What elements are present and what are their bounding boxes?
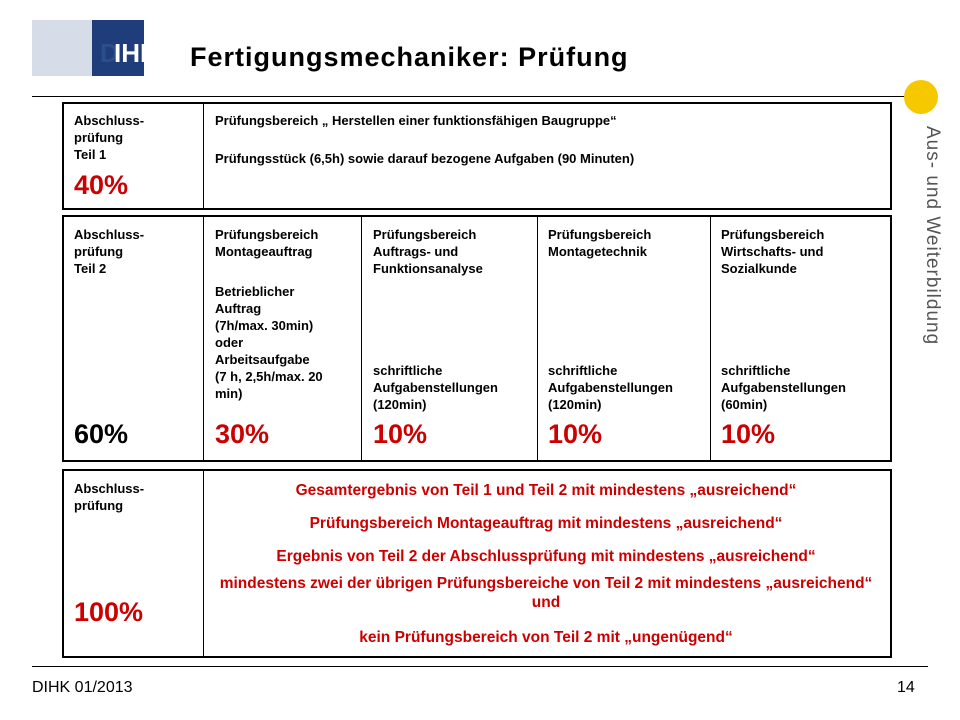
column-detail-line: oder <box>215 335 244 350</box>
condition-teil2: Ergebnis von Teil 2 der Abschlussprüfung mit mindestens „ausreichend“ <box>276 548 816 565</box>
teil2-label-line: prüfung <box>74 244 124 259</box>
column-detail-line: (60min) <box>721 397 768 412</box>
footer-source: DIHK 01/2013 <box>32 679 133 696</box>
column-detail-line: Arbeitsaufgabe <box>215 352 310 367</box>
column-heading-line: Prüfungsbereich <box>721 227 825 242</box>
teil2-box <box>62 215 892 462</box>
funktionsanalyse-percent: 10% <box>373 419 428 449</box>
montageauftrag-heading <box>215 226 318 260</box>
teil1-percent: 40% <box>74 170 129 200</box>
teil1-line2: Prüfungsstück (6,5h) sowie darauf bezogene Aufgaben (90 Minuten) <box>215 151 635 166</box>
brand-vertical-text: Aus- und Weiterbildung <box>922 126 943 346</box>
condition-ungenuegend: kein Prüfungsbereich von Teil 2 mit „ungenügend“ <box>359 629 733 646</box>
column-detail-line: (120min) <box>373 397 427 412</box>
column-heading-line: Prüfungsbereich <box>215 227 319 242</box>
gesamt-label-line: Abschluss- <box>74 481 145 496</box>
header-divider <box>32 96 928 97</box>
page-number: 14 <box>897 679 915 696</box>
teil2-label-line: Abschluss- <box>74 227 145 242</box>
teil2-divider <box>537 217 538 460</box>
montageauftrag-percent: 30% <box>215 419 270 449</box>
funktionsanalyse-details <box>373 362 498 413</box>
column-detail-line: (7 h, 2,5h/max. 20 <box>215 369 323 384</box>
column-heading-line: Funktionsanalyse <box>373 261 483 276</box>
teil2-divider <box>710 217 711 460</box>
teil2-label-line: Teil 2 <box>74 261 107 276</box>
condition-zwei-bereiche: mindestens zwei der übrigen Prüfungsbereiche von Teil 2 mit mindestens „ausreichend“ und <box>219 575 873 611</box>
teil1-label <box>74 112 144 163</box>
montagetechnik-heading <box>548 226 651 260</box>
teil1-label-line: Teil 1 <box>74 147 107 162</box>
gesamt-label-line: prüfung <box>74 498 124 513</box>
column-heading-line: Montageauftrag <box>215 244 313 259</box>
yellow-dot-icon <box>904 80 938 114</box>
gesamt-divider <box>203 471 204 656</box>
column-detail-line: schriftliche <box>373 363 443 378</box>
footer-divider <box>32 666 928 667</box>
column-heading-line: Auftrags- und <box>373 244 459 259</box>
montageauftrag-details <box>215 283 323 402</box>
logo-letter-d: D <box>100 38 119 68</box>
gesamt-box <box>62 469 892 658</box>
wiso-percent: 10% <box>721 419 776 449</box>
column-detail-line: Aufgabenstellungen <box>373 380 498 395</box>
column-heading-line: Sozialkunde <box>721 261 797 276</box>
column-detail-line: min) <box>215 386 243 401</box>
column-heading-line: Prüfungsbereich <box>548 227 652 242</box>
column-heading-line: Wirtschafts- und <box>721 244 824 259</box>
column-detail-line: Aufgabenstellungen <box>548 380 673 395</box>
wiso-heading <box>721 226 824 277</box>
montagetechnik-details <box>548 362 673 413</box>
column-detail-line: (120min) <box>548 397 602 412</box>
dihk-logo <box>32 20 159 76</box>
teil1-label-line: prüfung <box>74 130 124 145</box>
condition-gesamtergebnis: Gesamtergebnis von Teil 1 und Teil 2 mit mindestens „ausreichend“ <box>295 482 797 499</box>
column-heading-line: Prüfungsbereich <box>373 227 477 242</box>
column-detail-line: Auftrag <box>215 301 262 316</box>
teil1-label-line: Abschluss- <box>74 113 145 128</box>
gesamt-label <box>74 480 144 514</box>
teil1-line1: Prüfungsbereich „ Herstellen einer funktionsfähigen Baugruppe“ <box>215 113 617 128</box>
logo-letters-ihk: IHK <box>114 38 159 68</box>
column-detail-line: (7h/max. 30min) <box>215 318 314 333</box>
teil2-label <box>74 226 144 277</box>
teil1-box <box>62 102 892 210</box>
funktionsanalyse-heading <box>373 226 483 277</box>
page-title: Fertigungsmechaniker: Prüfung <box>190 42 629 72</box>
column-heading-line: Montagetechnik <box>548 244 647 259</box>
column-detail-line: schriftliche <box>548 363 618 378</box>
column-detail-line: Aufgabenstellungen <box>721 380 846 395</box>
montagetechnik-percent: 10% <box>548 419 603 449</box>
gesamt-percent: 100% <box>74 597 144 627</box>
teil2-divider <box>361 217 362 460</box>
condition-montageauftrag: Prüfungsbereich Montageauftrag mit mindestens „ausreichend“ <box>309 515 783 532</box>
teil2-percent: 60% <box>74 419 129 449</box>
teil2-divider <box>203 217 204 460</box>
teil1-divider <box>203 104 204 208</box>
column-detail-line: Betrieblicher <box>215 284 295 299</box>
column-detail-line: schriftliche <box>721 363 791 378</box>
wiso-details <box>721 362 846 413</box>
